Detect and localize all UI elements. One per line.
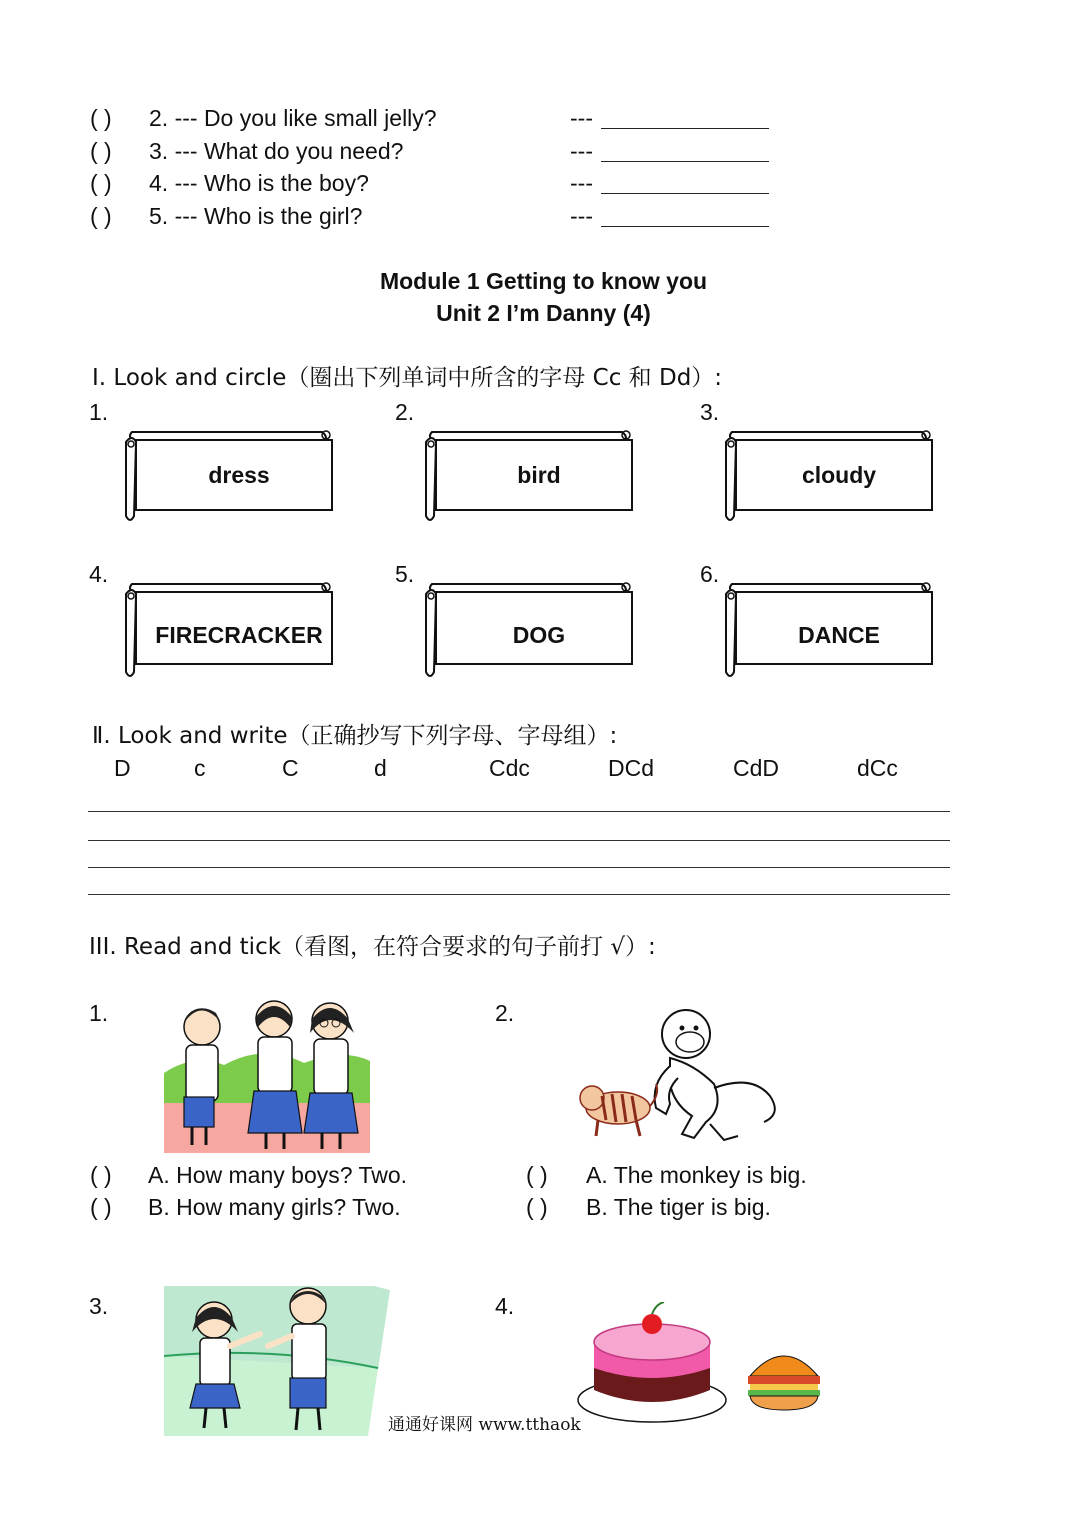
- monkey-and-tiger-icon: [574, 1004, 788, 1146]
- letter: d: [374, 755, 387, 781]
- letter: Cdc: [489, 755, 530, 781]
- item-number: 1.: [89, 399, 109, 425]
- scroll-word: DANCE: [798, 622, 880, 648]
- item-number: 2.: [395, 399, 415, 425]
- writing-line[interactable]: [88, 840, 950, 841]
- scroll-word: dress: [208, 462, 270, 488]
- tick-bracket[interactable]: ( ): [90, 1194, 112, 1220]
- letter: D: [114, 755, 131, 781]
- item-number: 3.: [89, 1293, 109, 1319]
- question-bracket[interactable]: ( ): [90, 170, 112, 196]
- writing-line[interactable]: [88, 867, 950, 868]
- option-text: B. The tiger is big.: [586, 1194, 771, 1220]
- item-number: 1.: [89, 1000, 109, 1026]
- tick-bracket[interactable]: ( ): [526, 1194, 548, 1220]
- module-title: Module 1 Getting to know you: [379, 268, 708, 294]
- section1-title: Ⅰ. Look and circle（圈出下列单词中所含的字母 Cc 和 Dd）:: [92, 365, 723, 391]
- letter: c: [194, 755, 206, 781]
- option-text: B. How many girls? Two.: [148, 1194, 401, 1220]
- question-bracket[interactable]: ( ): [90, 105, 112, 131]
- tick-bracket[interactable]: ( ): [526, 1162, 548, 1188]
- writing-line[interactable]: [88, 811, 950, 812]
- answer-dash: ---: [570, 203, 593, 229]
- question-text: 3. --- What do you need?: [149, 138, 404, 164]
- option-text: A. How many boys? Two.: [148, 1162, 408, 1188]
- tick-bracket[interactable]: ( ): [90, 1162, 112, 1188]
- question-bracket[interactable]: ( ): [90, 138, 112, 164]
- scroll-word: FIRECRACKER: [155, 622, 323, 648]
- section3-title: III. Read and tick（看图，在符合要求的句子前打 √）:: [89, 934, 656, 960]
- word-scroll[interactable]: [122, 428, 344, 524]
- answer-dash: ---: [570, 170, 593, 196]
- letter: C: [282, 755, 299, 781]
- letter: DCd: [608, 755, 655, 781]
- scroll-word: DOG: [512, 622, 566, 648]
- question-text: 2. --- Do you like small jelly?: [149, 105, 437, 131]
- unit-title: Unit 2 I’m Danny (4): [436, 300, 651, 326]
- question-text: 5. --- Who is the girl?: [149, 203, 363, 229]
- item-number: 2.: [495, 1000, 515, 1026]
- item-number: 4.: [495, 1293, 515, 1319]
- option-text: A. The monkey is big.: [586, 1162, 807, 1188]
- boy-and-girl-icon: [164, 1286, 390, 1436]
- word-scroll[interactable]: [722, 428, 944, 524]
- answer-line[interactable]: [601, 161, 769, 162]
- answer-dash: ---: [570, 105, 593, 131]
- watermark-text: 通通好课网 www.tthaok: [388, 1415, 581, 1435]
- answer-line[interactable]: [601, 226, 769, 227]
- letter: dCc: [857, 755, 898, 781]
- question-text: 4. --- Who is the boy?: [149, 170, 369, 196]
- item-number: 3.: [700, 399, 720, 425]
- word-scroll[interactable]: [422, 580, 644, 676]
- section2-title: Ⅱ. Look and write（正确抄写下列字母、字母组）:: [92, 723, 618, 749]
- word-scroll[interactable]: [122, 580, 344, 676]
- answer-dash: ---: [570, 138, 593, 164]
- answer-line[interactable]: [601, 193, 769, 194]
- writing-line[interactable]: [88, 894, 950, 895]
- question-bracket[interactable]: ( ): [90, 203, 112, 229]
- letter: CdD: [733, 755, 780, 781]
- scroll-word: cloudy: [801, 462, 877, 488]
- children-group-icon: [164, 993, 370, 1153]
- word-scroll[interactable]: [422, 428, 644, 524]
- cake-and-burger-icon: [574, 1302, 824, 1428]
- scroll-word: bird: [517, 462, 561, 488]
- item-number: 5.: [395, 561, 415, 587]
- item-number: 4.: [89, 561, 109, 587]
- item-number: 6.: [700, 561, 720, 587]
- word-scroll[interactable]: [722, 580, 944, 676]
- answer-line[interactable]: [601, 128, 769, 129]
